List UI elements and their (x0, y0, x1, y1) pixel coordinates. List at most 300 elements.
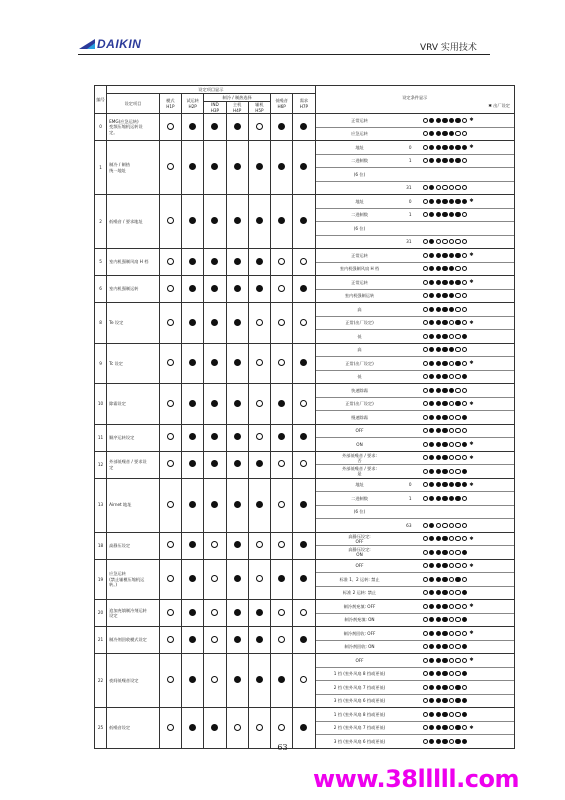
led-off-icon (278, 541, 285, 548)
brand-name: DAIKIN (97, 37, 142, 51)
led-off-icon (256, 433, 263, 440)
led-off-icon (423, 145, 428, 150)
watermark: www.38lllll.com (313, 765, 519, 793)
led-off-icon (449, 185, 454, 190)
condition-label: 高 (357, 347, 362, 353)
led-off-icon (423, 199, 428, 204)
led-off-icon (462, 577, 467, 582)
led-cell (204, 424, 226, 451)
led-on-icon (211, 724, 218, 731)
led-on-icon (189, 217, 196, 224)
led-on-icon (442, 455, 447, 460)
condition-number: 31 (406, 185, 412, 191)
led-on-icon (234, 400, 241, 407)
led-off-icon (455, 293, 460, 298)
led-off-icon (423, 482, 428, 487)
led-pattern (423, 644, 468, 649)
led-cell (248, 249, 270, 276)
led-on-icon (449, 158, 454, 163)
led-on-icon (234, 163, 241, 170)
led-cell (204, 141, 226, 195)
led-off-icon (462, 658, 467, 663)
condition-cell (315, 451, 514, 478)
condition-cell (315, 424, 514, 451)
condition-line (316, 641, 514, 654)
led-pattern (423, 293, 468, 298)
led-on-icon (300, 501, 307, 508)
condition-cell (315, 478, 514, 532)
led-cell (293, 249, 315, 276)
table-row (95, 303, 515, 344)
led-on-icon (429, 671, 434, 676)
led-cell (159, 303, 181, 344)
led-on-icon (189, 433, 196, 440)
led-on-icon (429, 361, 434, 366)
led-pattern (423, 131, 468, 136)
led-off-icon (449, 685, 454, 690)
led-on-icon (436, 671, 441, 676)
led-on-icon (442, 131, 447, 136)
led-cell (226, 384, 248, 425)
table-row (95, 249, 515, 276)
led-cell (226, 451, 248, 478)
led-pattern (423, 428, 468, 433)
led-off-icon (462, 280, 467, 285)
led-on-icon (429, 617, 434, 622)
led-off-icon (167, 359, 174, 366)
led-on-icon (442, 590, 447, 595)
condition-line (316, 533, 514, 547)
condition-line (316, 344, 514, 358)
led-on-icon (442, 428, 447, 433)
led-on-icon (442, 145, 447, 150)
led-on-icon (189, 285, 196, 292)
row-number: 22 (95, 654, 107, 708)
row-number: 13 (95, 478, 107, 532)
factory-default-icon: ✱ (469, 319, 474, 326)
led-pattern (423, 280, 468, 285)
condition-label: 地址 (355, 144, 364, 150)
led-off-icon (449, 550, 454, 555)
condition-label: 正常(出厂设定) (345, 360, 374, 366)
col-header-h3p: IND H3P (204, 102, 226, 114)
led-pattern (423, 239, 468, 244)
led-on-icon (436, 361, 441, 366)
led-on-icon (436, 658, 441, 663)
led-off-icon (462, 307, 467, 312)
led-off-icon (449, 469, 454, 474)
led-off-icon (462, 536, 467, 541)
led-off-icon (449, 415, 454, 420)
led-on-icon (300, 433, 307, 440)
setting-item-name: 制冷剂回收模式设定 (107, 627, 160, 654)
table-row (95, 276, 515, 303)
led-on-icon (189, 575, 196, 582)
led-on-icon (442, 725, 447, 730)
condition-line (316, 587, 514, 600)
led-off-icon (462, 253, 467, 258)
led-on-icon (449, 482, 454, 487)
led-pattern (423, 320, 468, 325)
led-on-icon (429, 145, 434, 150)
led-off-icon (167, 319, 174, 326)
led-on-icon (442, 293, 447, 298)
led-cell (271, 195, 293, 249)
led-cell (182, 424, 204, 451)
condition-line (316, 519, 514, 532)
led-off-icon (455, 536, 460, 541)
led-on-icon (278, 433, 285, 440)
led-cell (271, 141, 293, 195)
led-off-icon (449, 671, 454, 676)
col-header-h6p: 低噪音 H6P (271, 94, 293, 114)
led-pattern (423, 698, 468, 703)
led-on-icon (442, 685, 447, 690)
factory-default-icon: ✱ (469, 657, 474, 664)
led-on-icon (462, 374, 467, 379)
led-on-icon (429, 428, 434, 433)
led-on-icon (278, 217, 285, 224)
led-pattern (423, 415, 468, 420)
condition-line (316, 627, 514, 641)
led-cell (293, 343, 315, 384)
led-off-icon (449, 374, 454, 379)
led-off-icon (167, 724, 174, 731)
led-off-icon (423, 253, 428, 258)
condition-line (316, 209, 514, 223)
led-on-icon (455, 253, 460, 258)
led-cell (293, 478, 315, 532)
table-row (95, 451, 515, 478)
led-on-icon (462, 590, 467, 595)
row-number: 1 (95, 141, 107, 195)
led-on-icon (278, 400, 285, 407)
led-off-icon (167, 636, 174, 643)
led-cell (226, 276, 248, 303)
led-off-icon (455, 455, 460, 460)
led-cell (159, 627, 181, 654)
led-on-icon (455, 361, 460, 366)
condition-label: 二进制数 (351, 158, 368, 164)
led-cell (248, 141, 270, 195)
led-off-icon (167, 501, 174, 508)
led-off-icon (278, 636, 285, 643)
setting-item-name: 夜间低噪音设定 (107, 654, 160, 708)
led-cell (271, 303, 293, 344)
led-off-icon (423, 266, 428, 271)
row-number: 12 (95, 451, 107, 478)
setting-item-name: EMG(应急运转) 变频压缩机运转设 定。 (107, 114, 160, 141)
led-on-icon (189, 501, 196, 508)
led-cell (204, 384, 226, 425)
led-on-icon (234, 501, 241, 508)
led-off-icon (423, 334, 428, 339)
led-off-icon (423, 604, 428, 609)
condition-label: 标准 1、2 运转: 禁止 (339, 576, 380, 582)
led-on-icon (442, 550, 447, 555)
led-on-icon (462, 712, 467, 717)
led-on-icon (442, 536, 447, 541)
led-off-icon (167, 163, 174, 170)
led-on-icon (442, 712, 447, 717)
led-cell (271, 654, 293, 708)
led-cell (248, 424, 270, 451)
led-off-icon (442, 523, 447, 528)
led-on-icon (449, 388, 454, 393)
led-on-icon (436, 698, 441, 703)
condition-label: (6 位) (353, 225, 366, 231)
led-off-icon (167, 217, 174, 224)
row-number: 6 (95, 276, 107, 303)
led-on-icon (436, 563, 441, 568)
table-row (95, 532, 515, 559)
led-on-icon (429, 523, 434, 528)
led-off-icon (462, 131, 467, 136)
led-on-icon (455, 212, 460, 217)
led-on-icon (436, 604, 441, 609)
led-on-icon (442, 388, 447, 393)
led-pattern (423, 536, 468, 541)
led-on-icon (455, 280, 460, 285)
led-on-icon (429, 455, 434, 460)
led-cell (182, 654, 204, 708)
led-pattern (423, 482, 468, 487)
led-off-icon (462, 725, 467, 730)
condition-cell (315, 249, 514, 276)
led-off-icon (462, 185, 467, 190)
row-number: 21 (95, 627, 107, 654)
led-on-icon (234, 460, 241, 467)
led-off-icon (462, 320, 467, 325)
led-cell (226, 600, 248, 627)
condition-label: 二进制数 (351, 212, 368, 218)
led-off-icon (167, 123, 174, 130)
led-cell (182, 303, 204, 344)
led-on-icon (211, 501, 218, 508)
daikin-logo (79, 37, 141, 51)
condition-line (316, 236, 514, 249)
header-rule (78, 54, 490, 55)
led-cell (182, 600, 204, 627)
condition-line (316, 195, 514, 209)
led-cell (293, 654, 315, 708)
condition-number: 1 (408, 495, 412, 501)
factory-default-icon: ✱ (469, 724, 474, 731)
led-on-icon (429, 158, 434, 163)
condition-number: 63 (406, 522, 412, 528)
led-on-icon (436, 577, 441, 582)
led-off-icon (455, 617, 460, 622)
table-row (95, 708, 515, 749)
led-on-icon (436, 253, 441, 258)
led-on-icon (436, 482, 441, 487)
condition-cell (315, 141, 514, 195)
led-on-icon (442, 158, 447, 163)
led-cell (159, 532, 181, 559)
led-off-icon (278, 609, 285, 616)
led-on-icon (211, 258, 218, 265)
led-on-icon (189, 636, 196, 643)
led-cell (293, 424, 315, 451)
condition-label: (6 位) (353, 171, 366, 177)
led-off-icon (442, 185, 447, 190)
led-off-icon (423, 158, 428, 163)
led-cell (248, 451, 270, 478)
led-off-icon (455, 671, 460, 676)
led-pattern (423, 334, 468, 339)
led-cell (159, 559, 181, 600)
factory-default-icon: ✱ (469, 441, 474, 448)
led-cell (159, 114, 181, 141)
condition-label: 低 (357, 374, 362, 380)
factory-default-icon: ✱ (469, 252, 474, 259)
led-on-icon (300, 217, 307, 224)
led-on-icon (442, 631, 447, 636)
col-header-h5p: 辅机 H5P (248, 102, 270, 114)
led-off-icon (449, 590, 454, 595)
led-on-icon (429, 185, 434, 190)
led-cell (271, 708, 293, 749)
led-off-icon (449, 604, 454, 609)
led-off-icon (278, 319, 285, 326)
led-off-icon (462, 239, 467, 244)
led-on-icon (436, 347, 441, 352)
led-off-icon (211, 541, 218, 548)
led-off-icon (423, 401, 428, 406)
led-on-icon (436, 293, 441, 298)
led-cell (271, 627, 293, 654)
led-on-icon (449, 253, 454, 258)
led-pattern (423, 523, 468, 528)
led-cell (248, 627, 270, 654)
led-on-icon (429, 131, 434, 136)
led-off-icon (449, 334, 454, 339)
led-cell (293, 195, 315, 249)
setting-item-name: 外部低噪音 / 要求设 定 (107, 451, 160, 478)
led-on-icon (429, 280, 434, 285)
led-on-icon (278, 123, 285, 130)
led-cell (271, 384, 293, 425)
condition-label: 低 (357, 333, 362, 339)
row-number: 11 (95, 424, 107, 451)
condition-line (316, 546, 514, 559)
led-on-icon (442, 280, 447, 285)
col-header-h1p: 模式 H1P (159, 94, 181, 114)
led-on-icon (455, 118, 460, 123)
led-on-icon (211, 319, 218, 326)
led-on-icon (234, 217, 241, 224)
led-off-icon (300, 676, 307, 683)
condition-line (316, 614, 514, 627)
condition-line (316, 506, 514, 520)
led-cell (182, 559, 204, 600)
led-off-icon (449, 725, 454, 730)
led-on-icon (462, 550, 467, 555)
table-row (95, 559, 515, 600)
led-on-icon (455, 320, 460, 325)
row-number: 25 (95, 708, 107, 749)
led-on-icon (300, 123, 307, 130)
led-off-icon (278, 258, 285, 265)
led-off-icon (436, 239, 441, 244)
col-header-h4p: 主机 H4P (226, 102, 248, 114)
led-off-icon (455, 374, 460, 379)
led-on-icon (429, 239, 434, 244)
led-cell (182, 249, 204, 276)
led-off-icon (300, 258, 307, 265)
led-off-icon (449, 428, 454, 433)
led-on-icon (436, 631, 441, 636)
led-off-icon (300, 319, 307, 326)
led-off-icon (278, 359, 285, 366)
col-header-h2p: 试运转 H2P (182, 94, 204, 114)
led-off-icon (455, 563, 460, 568)
led-pattern (423, 725, 468, 730)
led-on-icon (442, 334, 447, 339)
led-off-icon (423, 320, 428, 325)
led-off-icon (278, 460, 285, 467)
led-pattern (423, 455, 468, 460)
settings-body (95, 114, 515, 749)
led-off-icon (256, 400, 263, 407)
led-off-icon (423, 428, 428, 433)
led-off-icon (423, 644, 428, 649)
led-on-icon (462, 469, 467, 474)
led-pattern (423, 158, 468, 163)
led-off-icon (449, 523, 454, 528)
led-pattern (423, 604, 468, 609)
led-on-icon (256, 636, 263, 643)
led-off-icon (256, 724, 263, 731)
led-on-icon (462, 482, 467, 487)
led-off-icon (455, 442, 460, 447)
led-off-icon (462, 158, 467, 163)
condition-line (316, 263, 514, 276)
led-off-icon (462, 361, 467, 366)
led-off-icon (278, 285, 285, 292)
led-on-icon (462, 644, 467, 649)
led-on-icon (234, 575, 241, 582)
led-cell (182, 195, 204, 249)
led-on-icon (189, 676, 196, 683)
condition-cell (315, 708, 514, 749)
led-on-icon (436, 617, 441, 622)
led-on-icon (442, 361, 447, 366)
led-on-icon (429, 658, 434, 663)
led-on-icon (449, 293, 454, 298)
led-on-icon (256, 163, 263, 170)
led-off-icon (423, 185, 428, 190)
condition-label: OFF (355, 657, 364, 663)
led-off-icon (462, 685, 467, 690)
led-on-icon (300, 636, 307, 643)
led-on-icon (442, 577, 447, 582)
condition-cell (315, 654, 514, 708)
led-cell (204, 276, 226, 303)
led-pattern (423, 658, 468, 663)
led-off-icon (234, 724, 241, 731)
led-on-icon (442, 118, 447, 123)
led-pattern (423, 496, 468, 501)
led-off-icon (167, 575, 174, 582)
condition-line (316, 438, 514, 451)
led-pattern (423, 442, 468, 447)
condition-label: 正常运转 (351, 117, 368, 123)
condition-line (316, 573, 514, 587)
header-group-display: 设定项目显示 (107, 86, 315, 94)
led-on-icon (455, 725, 460, 730)
led-cell (226, 114, 248, 141)
